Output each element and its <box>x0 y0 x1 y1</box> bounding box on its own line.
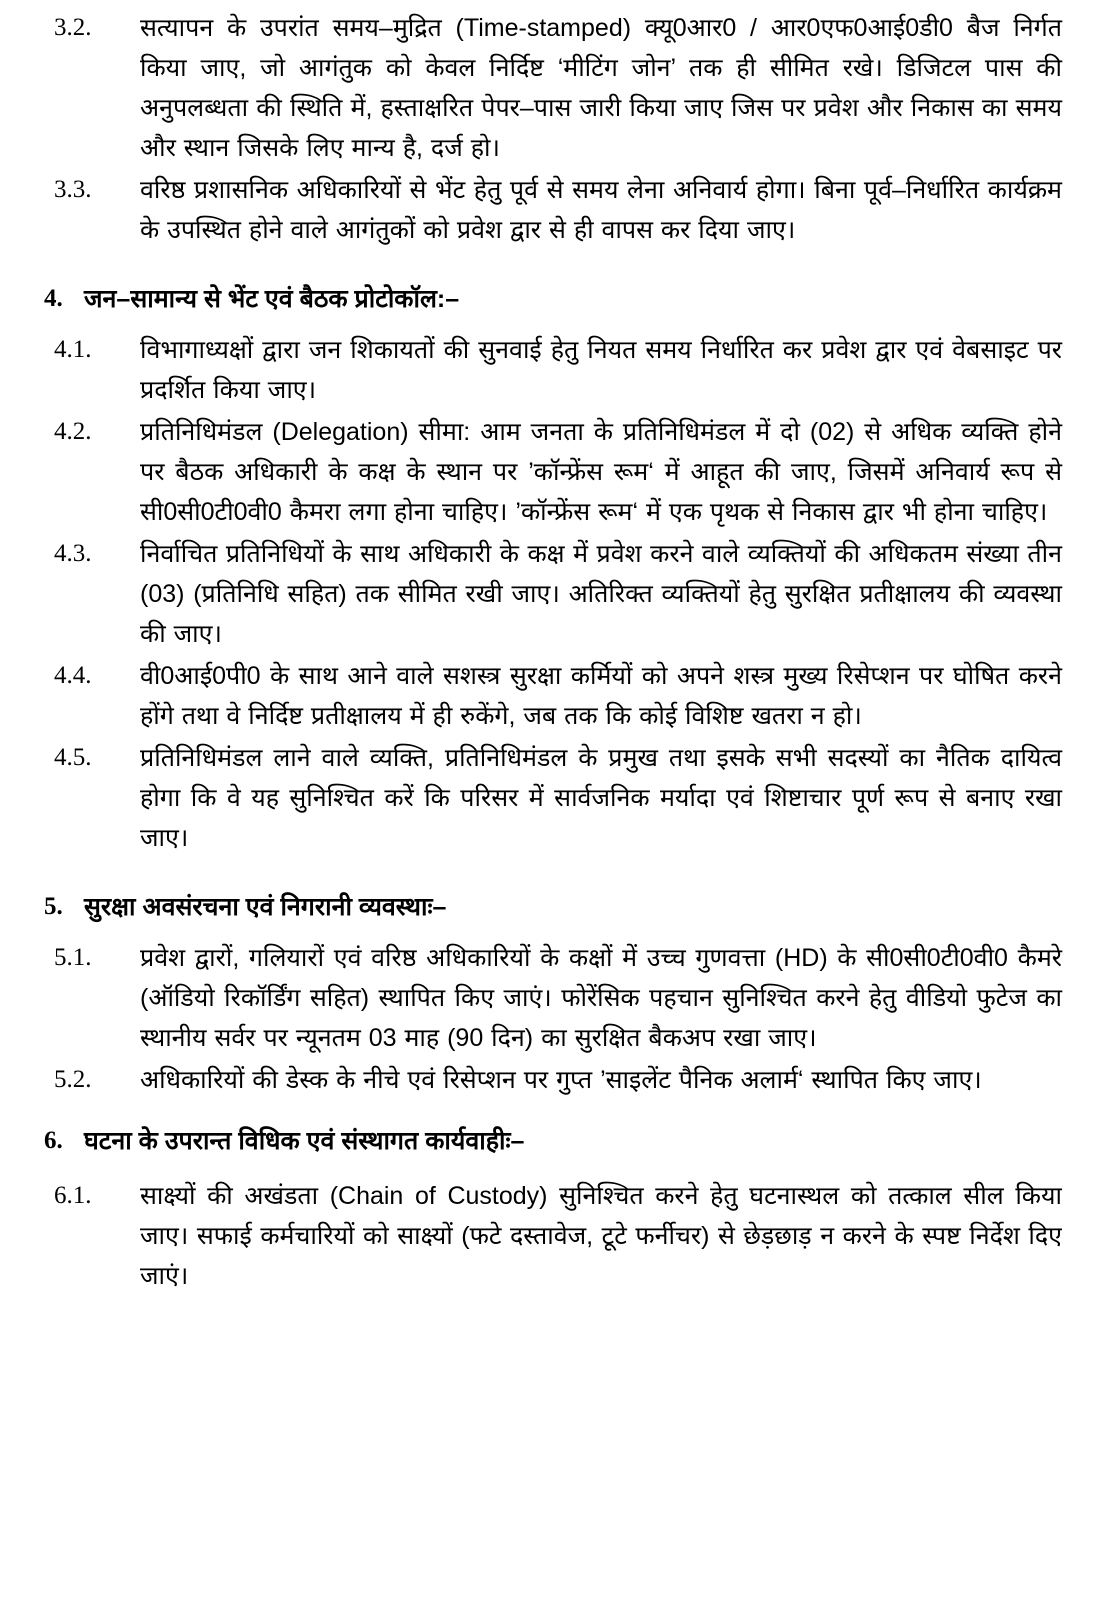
section-number: 4. <box>44 285 63 312</box>
section-heading-4 <box>44 280 1062 318</box>
clause-4-1 <box>44 330 1062 410</box>
clause-3-2 <box>44 8 1062 168</box>
section-title: सुरक्षा अवसंरचना एवं निगरानी व्यवस्थाः– <box>84 893 447 921</box>
clause-text: प्रतिनिधिमंडल (Delegation) सीमा: आम जनता के प्रतिनिधिमंडल में दो (02) से अधिक व्यक्ति होने पर बैठक अधिकारी के कक्ष के स्थान पर ’कॉन्फ्रेंस रूम‘ में आहूत की जाए, जिसमें अनिवार्य रूप से सी0सी0टी0वी0 कैमरा लगा होना चाहिए। ’कॉन्फ्रेंस रूम‘ में एक पृथक से निकास द्वार भी होना चाहिए। <box>140 418 1062 526</box>
clause-4-4 <box>44 656 1062 736</box>
clause-number: 5.1. <box>54 944 92 971</box>
clause-number: 4.5. <box>54 744 92 771</box>
clause-number: 4.2. <box>54 418 92 445</box>
clause-number: 3.2. <box>54 14 92 41</box>
clause-text: विभागाध्यक्षों द्वारा जन शिकायतों की सुनवाई हेतु नियत समय निर्धारित कर प्रवेश द्वार एवं वेबसाइट पर प्रदर्शित किया जाए। <box>140 336 1062 404</box>
clause-text: साक्ष्यों की अखंडता (Chain of Custody) सुनिश्चित करने हेतु घटनास्थल को तत्काल सील किया जाए। सफाई कर्मचारियों को साक्ष्यों (फटे दस्तावेज, टूटे फर्नीचर) से छेड़छाड़ न करने के स्पष्ट निर्देश दिए जाएं। <box>140 1182 1062 1290</box>
clause-4-3 <box>44 534 1062 654</box>
clause-text: वी0आई0पी0 के साथ आने वाले सशस्त्र सुरक्षा कर्मियों को अपने शस्त्र मुख्य रिसेप्शन पर घोषित करने होंगे तथा वे निर्दिष्ट प्रतीक्षालय में ही रुकेंगे, जब तक कि कोई विशिष्ट खतरा न हो। <box>140 662 1062 730</box>
clause-number: 4.4. <box>54 662 92 689</box>
spacer <box>44 1166 1062 1176</box>
clause-4-2 <box>44 412 1062 532</box>
clause-4-5 <box>44 738 1062 858</box>
section-heading-6 <box>44 1122 1062 1160</box>
clause-number: 5.2. <box>54 1066 92 1093</box>
clause-6-1 <box>44 1176 1062 1296</box>
section-number: 6. <box>44 1127 63 1154</box>
section-title: घटना के उपरान्त विधिक एवं संस्थागत कार्यवाहीः– <box>84 1127 525 1155</box>
clause-3-3 <box>44 170 1062 250</box>
section-heading-5 <box>44 888 1062 926</box>
section-title: जन–सामान्य से भेंट एवं बैठक प्रोटोकॉल:– <box>84 285 460 313</box>
clause-text: अधिकारियों की डेस्क के नीचे एवं रिसेप्शन पर गुप्त ’साइलेंट पैनिक अलार्म‘ स्थापित किए जाए। <box>140 1066 982 1094</box>
clause-text: प्रवेश द्वारों, गलियारों एवं वरिष्ठ अधिकारियों के कक्षों में उच्च गुणवत्ता (HD) के सी0सी0टी0वी0 कैमरे (ऑडियो रिकॉर्डिंग सहित) स्थापित किए जाएं। फोरेंसिक पहचान सुनिश्चित करने हेतु वीडियो फुटेज का स्थानीय सर्वर पर न्यूनतम 03 माह (90 दिन) का सुरक्षित बैकअप रखा जाए। <box>140 944 1062 1052</box>
clause-number: 3.3. <box>54 176 92 203</box>
section-number: 5. <box>44 893 63 920</box>
clause-5-2 <box>44 1060 1062 1100</box>
clause-5-1 <box>44 938 1062 1058</box>
clause-number: 4.3. <box>54 540 92 567</box>
clause-text: वरिष्ठ प्रशासनिक अधिकारियों से भेंट हेतु पूर्व से समय लेना अनिवार्य होगा। बिना पूर्व–निर्धारित कार्यक्रम के उपस्थित होने वाले आगंतुकों को प्रवेश द्वार से ही वापस कर दिया जाए। <box>140 176 1062 244</box>
clause-text: सत्यापन के उपरांत समय–मुद्रित (Time-stamped) क्यू0आर0 / आर0एफ0आई0डी0 बैज निर्गत किया जाए, जो आगंतुक को केवल निर्दिष्ट ‘मीटिंग जोन’ तक ही सीमित रखे। डिजिटल पास की अनुपलब्धता की स्थिति में, हस्ताक्षरित पेपर–पास जारी किया जाए जिस पर प्रवेश और निकास का समय और स्थान जिसके लिए मान्य है, दर्ज हो। <box>140 14 1062 162</box>
clause-number: 6.1. <box>54 1182 92 1209</box>
clause-text: प्रतिनिधिमंडल लाने वाले व्यक्ति, प्रतिनिधिमंडल के प्रमुख तथा इसके सभी सदस्यों का नैतिक दायित्व होगा कि वे यह सुनिश्चित करें कि परिसर में सार्वजनिक मर्यादा एवं शिष्टाचार पूर्ण रूप से बनाए रखा जाए। <box>140 744 1062 852</box>
clause-text: निर्वाचित प्रतिनिधियों के साथ अधिकारी के कक्ष में प्रवेश करने वाले व्यक्तियों की अधिकतम संख्या तीन (03) (प्रतिनिधि सहित) तक सीमित रखी जाए। अतिरिक्त व्यक्तियों हेतु सुरक्षित प्रतीक्षालय की व्यवस्था की जाए। <box>140 540 1062 648</box>
clause-number: 4.1. <box>54 336 92 363</box>
